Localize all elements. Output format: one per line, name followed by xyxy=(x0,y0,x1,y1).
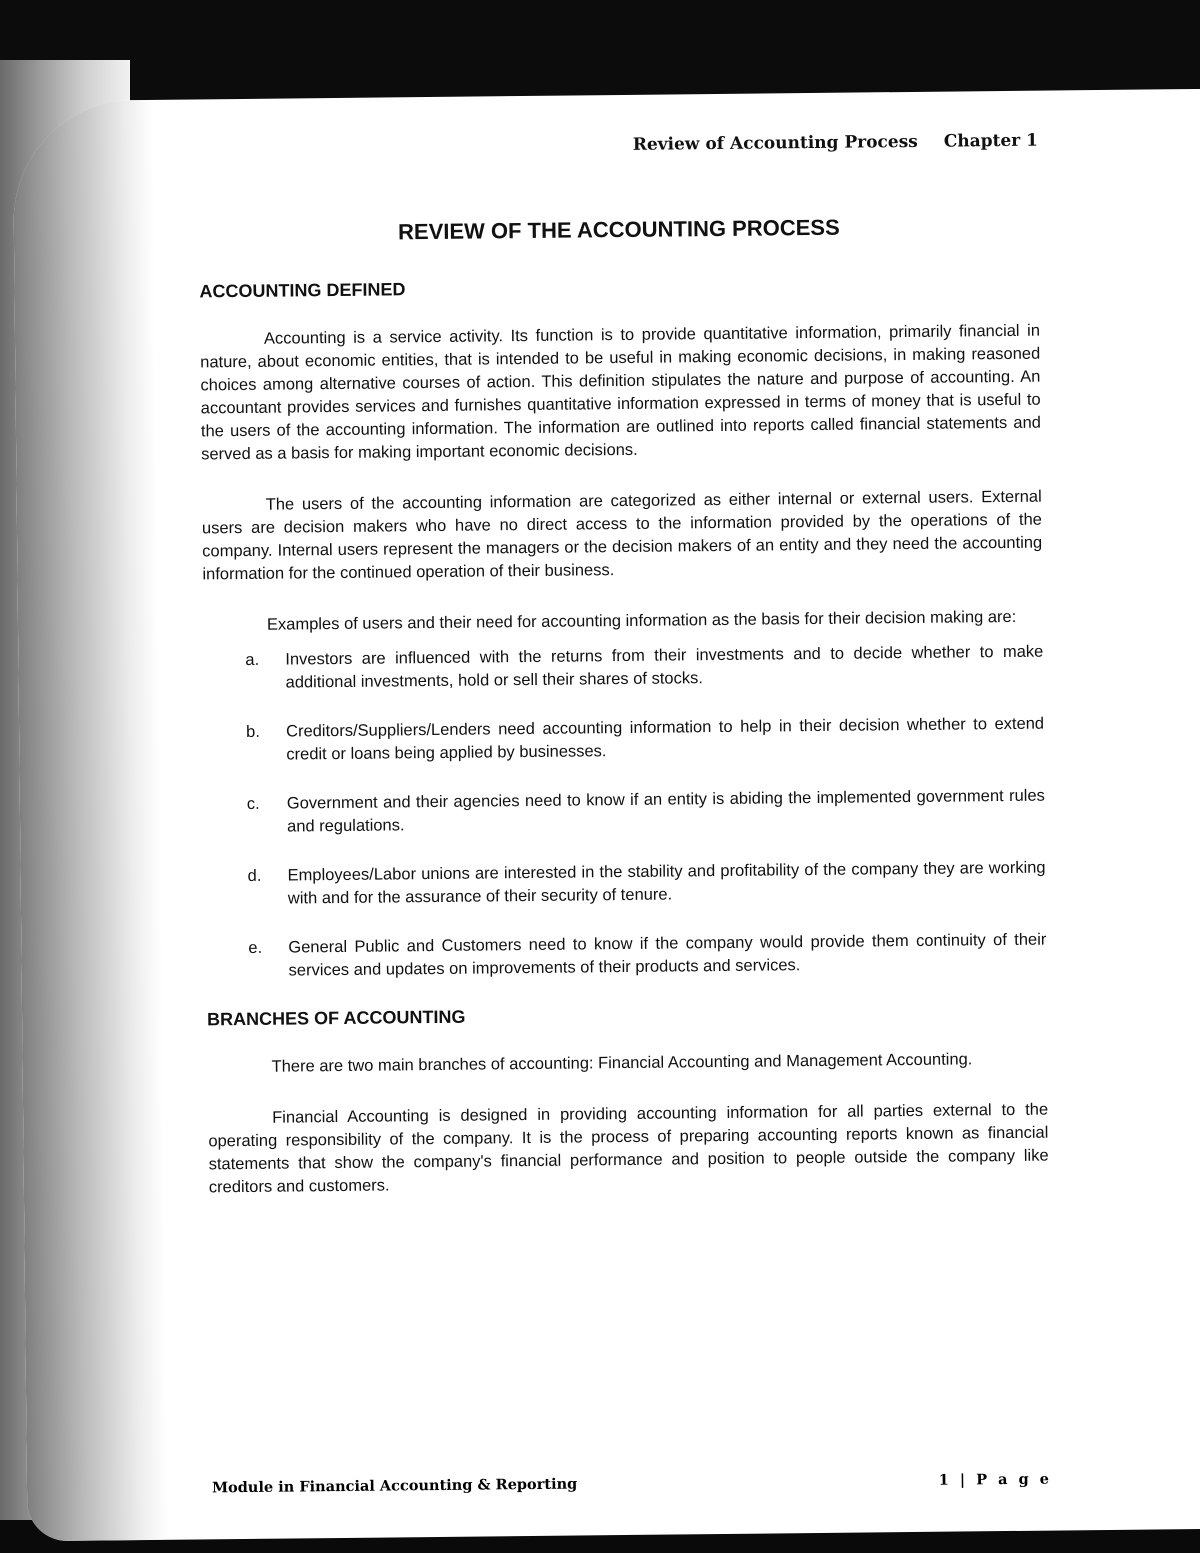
footer-module-title: Module in Financial Accounting & Reporting xyxy=(211,1475,578,1497)
list-item-text: Government and their agencies need to know if an entity is abiding the implemented government rules and regulations. xyxy=(286,786,1045,836)
list-marker: b. xyxy=(246,722,260,741)
section-heading-branches: BRANCHES OF ACCOUNTING xyxy=(207,1006,466,1030)
page-footer xyxy=(212,1471,1052,1497)
list-item-text: Investors are influenced with the returns from their investments and to decide whether to make additional investments, hold or sell their shares of stocks. xyxy=(285,642,1044,692)
list-marker: c. xyxy=(246,794,260,813)
chapter-label: Chapter 1 xyxy=(943,130,1039,152)
list-marker: a. xyxy=(245,650,260,669)
running-title: Review of Accounting Process xyxy=(632,131,918,155)
page-content xyxy=(198,131,1049,1228)
list-item xyxy=(245,641,1044,695)
document-title: REVIEW OF THE ACCOUNTING PROCESS xyxy=(397,214,840,245)
paragraph-users: The users of the accounting information are categorized as either internal or external users. External users are decision makers who have no direct access to the information provided by the operations of the company. Internal users represent the managers or the decision makers of an entity and they need the accounting information for the continued operation of their business. xyxy=(201,487,1043,584)
spine-shadow xyxy=(12,100,167,1541)
page-number: 1 | P a g e xyxy=(938,1470,1053,1489)
users-list xyxy=(203,641,1046,984)
list-marker: e. xyxy=(248,938,263,957)
list-item-text: General Public and Customers need to know if the company would provide them continuity of their services and updates on improvements of their products and services. xyxy=(288,930,1047,980)
list-marker: d. xyxy=(247,866,262,885)
list-item xyxy=(246,713,1045,767)
list-item xyxy=(248,929,1047,983)
section-heading-accounting-defined: ACCOUNTING DEFINED xyxy=(199,279,406,302)
paragraph-definition: Accounting is a service activity. Its function is to provide quantitative information, primarily financial in nature, about economic entities, that is intended to be useful in making economic decisions, in making reasoned choices among alternative courses of action. This definition stipulates the nature and purpose of accounting. An accountant provides services and furnishes quantitative information expressed in terms of money that is useful to the users of the accounting information. The information are outlined into reports called financial statements and served as a basis for making important economic decisions. xyxy=(200,321,1042,464)
document-page xyxy=(12,89,1200,1542)
list-item-text: Creditors/Suppliers/Lenders need accounting information to help in their decision whether to extend credit or loans being applied by businesses. xyxy=(286,714,1045,764)
paragraph-financial-accounting: Financial Accounting is designed in providing accounting information for all parties external to the operating responsibility of the company. It is the process of preparing accounting reports known as financial statements that show the company's financial performance and position to people outside the company like creditors and customers. xyxy=(208,1100,1049,1197)
list-item xyxy=(247,857,1046,911)
paragraph-branches-intro: There are two main branches of accounting: Financial Accounting and Management Accounting. xyxy=(271,1050,973,1076)
list-item-text: Employees/Labor unions are interested in the stability and profitability of the company they are working with and for the assurance of their security of tenure. xyxy=(287,858,1046,908)
running-header xyxy=(198,131,1038,160)
list-item xyxy=(246,785,1045,839)
paragraph-examples-intro: Examples of users and their need for accounting information as the basis for their decision making are: xyxy=(266,607,1017,634)
